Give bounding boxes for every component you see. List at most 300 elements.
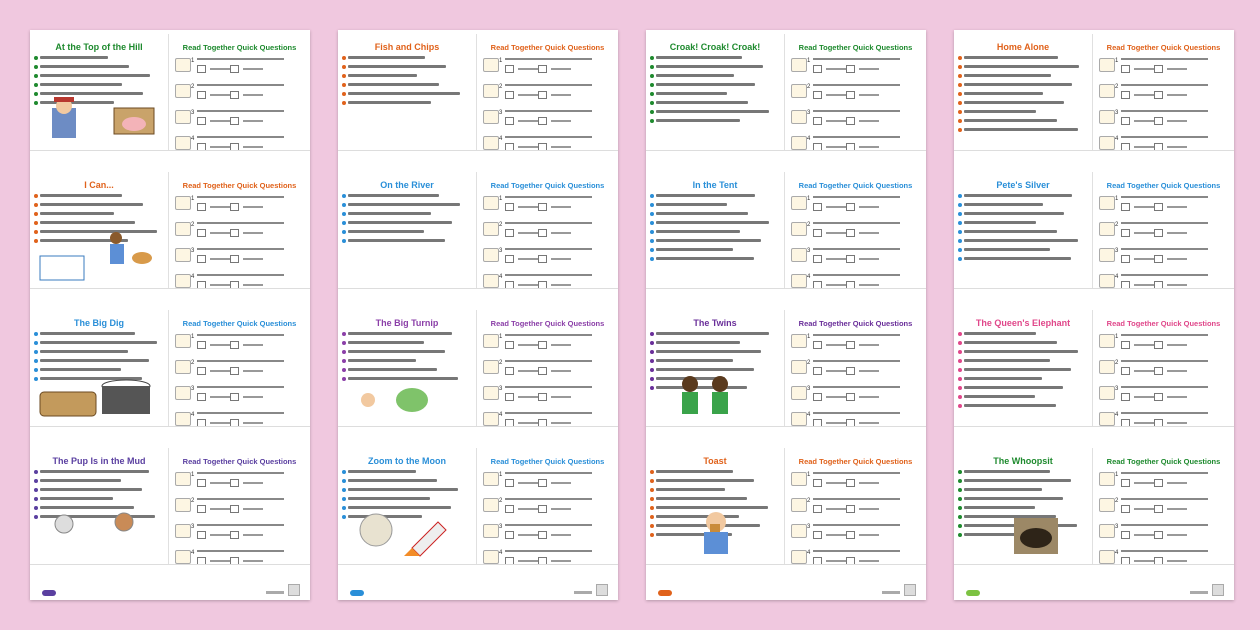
- bullet-icon: [958, 395, 962, 399]
- answer-checkbox[interactable]: [846, 255, 855, 263]
- question-number: 4: [499, 412, 503, 418]
- text-bar: [40, 359, 149, 362]
- bullet-icon: [342, 83, 346, 87]
- answer-line: [826, 284, 846, 286]
- text-bar: [656, 257, 754, 260]
- answer-line: [518, 534, 538, 536]
- answer-line: [551, 68, 571, 70]
- question-row: [499, 334, 614, 354]
- text-line: [40, 56, 164, 61]
- question-row: [807, 360, 922, 380]
- question-icon: [483, 386, 499, 400]
- answer-checkbox[interactable]: [1121, 281, 1130, 288]
- answer-checkbox[interactable]: [1154, 505, 1163, 513]
- answer-checkbox[interactable]: [505, 91, 514, 99]
- answer-checkbox[interactable]: [197, 557, 206, 564]
- text-bar: [964, 83, 1072, 86]
- text-bar: [964, 230, 1057, 233]
- question-row: [499, 498, 614, 518]
- grandpa-and-pig-illustration: [34, 94, 164, 144]
- sheet-4: [30, 448, 310, 565]
- text-bar: [656, 83, 755, 86]
- text-line: [964, 350, 1088, 355]
- answer-checkbox[interactable]: [1154, 117, 1163, 125]
- answer-checkbox[interactable]: [846, 367, 855, 375]
- text-line: [964, 56, 1088, 61]
- answer-checkbox[interactable]: [505, 419, 514, 426]
- answer-checkbox[interactable]: [1121, 419, 1130, 426]
- answer-checkbox[interactable]: [230, 557, 239, 564]
- answer-checkbox[interactable]: [505, 505, 514, 513]
- text-line: [964, 74, 1088, 79]
- answer-checkbox[interactable]: [230, 531, 239, 539]
- answer-checkbox[interactable]: [846, 505, 855, 513]
- answer-checkbox[interactable]: [538, 281, 547, 288]
- question-text-bar: [813, 110, 900, 112]
- answer-checkbox[interactable]: [505, 479, 514, 487]
- question-number: 2: [807, 222, 811, 228]
- story-panel: [954, 172, 1093, 288]
- answer-checkbox[interactable]: [197, 281, 206, 288]
- answer-checkbox[interactable]: [1154, 203, 1163, 211]
- answer-checkbox[interactable]: [538, 65, 547, 73]
- bullet-icon: [958, 359, 962, 363]
- answer-checkbox[interactable]: [230, 505, 239, 513]
- answer-checkbox[interactable]: [846, 531, 855, 539]
- answer-checkbox[interactable]: [505, 281, 514, 288]
- answer-checkbox[interactable]: [813, 203, 822, 211]
- answer-checkbox[interactable]: [1121, 557, 1130, 564]
- answer-checkbox[interactable]: [538, 91, 547, 99]
- answer-checkbox[interactable]: [505, 117, 514, 125]
- question-text-bar: [197, 84, 284, 86]
- answer-checkbox[interactable]: [813, 341, 822, 349]
- answer-line: [859, 560, 879, 562]
- answer-checkbox[interactable]: [230, 341, 239, 349]
- answer-checkbox[interactable]: [1154, 65, 1163, 73]
- question-icon: [175, 524, 191, 538]
- text-bar: [348, 350, 445, 353]
- answer-checkbox[interactable]: [538, 531, 547, 539]
- answer-checkbox[interactable]: [230, 229, 239, 237]
- answer-checkbox[interactable]: [505, 341, 514, 349]
- answer-line: [210, 534, 230, 536]
- sheet-3: [954, 310, 1234, 427]
- answer-checkbox[interactable]: [505, 203, 514, 211]
- text-line: [656, 65, 780, 70]
- answer-checkbox[interactable]: [538, 255, 547, 263]
- bullet-icon: [342, 92, 346, 96]
- answer-checkbox[interactable]: [197, 393, 206, 401]
- question-row: [1115, 248, 1230, 268]
- answer-line: [243, 68, 263, 70]
- answer-checkbox[interactable]: [505, 393, 514, 401]
- answer-checkbox[interactable]: [197, 203, 206, 211]
- answer-checkbox[interactable]: [813, 367, 822, 375]
- question-number: 4: [191, 550, 195, 556]
- question-number: 4: [807, 550, 811, 556]
- question-number: 3: [191, 110, 195, 116]
- question-row: [191, 248, 306, 268]
- answer-checkbox[interactable]: [505, 531, 514, 539]
- answer-checkbox[interactable]: [230, 91, 239, 99]
- sheet-2: [30, 172, 310, 289]
- answer-line: [826, 560, 846, 562]
- answer-checkbox[interactable]: [813, 419, 822, 426]
- answer-checkbox[interactable]: [538, 479, 547, 487]
- answer-checkbox[interactable]: [1154, 531, 1163, 539]
- quality-badge-icon: [904, 584, 916, 596]
- bullet-icon: [958, 74, 962, 78]
- question-row: [499, 136, 614, 150]
- text-bar: [40, 194, 122, 197]
- text-line: [964, 470, 1088, 475]
- text-bar: [40, 350, 128, 353]
- hole-illustration: [958, 508, 1088, 558]
- question-number: 4: [191, 274, 195, 280]
- answer-checkbox[interactable]: [1121, 65, 1130, 73]
- bullet-icon: [958, 110, 962, 114]
- question-row: [191, 472, 306, 492]
- text-line: [964, 239, 1088, 244]
- question-text-bar: [813, 274, 900, 276]
- answer-checkbox[interactable]: [846, 117, 855, 125]
- website-text-bar: [574, 591, 592, 594]
- answer-checkbox[interactable]: [1154, 393, 1163, 401]
- question-text-bar: [1121, 136, 1208, 138]
- question-text-bar: [813, 360, 900, 362]
- question-icon: [175, 412, 191, 426]
- text-line: [348, 230, 472, 235]
- answer-checkbox[interactable]: [1121, 229, 1130, 237]
- answer-line: [243, 422, 263, 424]
- answer-checkbox[interactable]: [846, 143, 855, 150]
- question-icon: [483, 136, 499, 150]
- question-number: 1: [191, 334, 195, 340]
- answer-line: [210, 146, 230, 148]
- page-footer: [652, 586, 920, 596]
- answer-checkbox[interactable]: [230, 143, 239, 150]
- answer-checkbox[interactable]: [1121, 531, 1130, 539]
- question-row: [807, 524, 922, 544]
- answer-checkbox[interactable]: [197, 91, 206, 99]
- answer-checkbox[interactable]: [1154, 479, 1163, 487]
- answer-checkbox[interactable]: [538, 203, 547, 211]
- answer-checkbox[interactable]: [813, 143, 822, 150]
- question-row: [1115, 412, 1230, 426]
- answer-checkbox[interactable]: [197, 65, 206, 73]
- answer-checkbox[interactable]: [846, 479, 855, 487]
- text-line: [656, 203, 780, 208]
- answer-checkbox[interactable]: [230, 203, 239, 211]
- answer-line: [518, 482, 538, 484]
- answer-checkbox[interactable]: [1154, 91, 1163, 99]
- answer-line: [1134, 232, 1154, 234]
- page-footer: [36, 586, 304, 596]
- answer-checkbox[interactable]: [813, 505, 822, 513]
- answer-checkbox[interactable]: [197, 367, 206, 375]
- answer-line: [1167, 508, 1187, 510]
- quick-questions-panel: [477, 448, 618, 564]
- answer-checkbox[interactable]: [813, 393, 822, 401]
- answer-checkbox[interactable]: [846, 419, 855, 426]
- answer-checkbox[interactable]: [505, 367, 514, 375]
- text-bar: [964, 386, 1063, 389]
- quick-questions-title: Read Together Quick Questions: [798, 181, 913, 190]
- question-icon: [483, 524, 499, 538]
- text-bar: [964, 395, 1035, 398]
- answer-checkbox[interactable]: [813, 117, 822, 125]
- answer-checkbox[interactable]: [197, 419, 206, 426]
- text-line: [656, 341, 780, 346]
- answer-checkbox[interactable]: [1121, 367, 1130, 375]
- quick-questions-title: Read Together Quick Questions: [490, 457, 605, 466]
- answer-checkbox[interactable]: [813, 479, 822, 487]
- text-line: [964, 128, 1088, 133]
- answer-checkbox[interactable]: [538, 229, 547, 237]
- answer-checkbox[interactable]: [1121, 255, 1130, 263]
- answer-checkbox[interactable]: [846, 65, 855, 73]
- answer-checkbox[interactable]: [1154, 367, 1163, 375]
- text-bar: [964, 332, 1036, 335]
- answer-checkbox[interactable]: [1154, 143, 1163, 150]
- answer-line: [826, 508, 846, 510]
- answer-line: [551, 534, 571, 536]
- answer-checkbox[interactable]: [538, 557, 547, 564]
- bullet-icon: [650, 212, 654, 216]
- question-text-bar: [197, 550, 284, 552]
- answer-checkbox[interactable]: [1121, 117, 1130, 125]
- text-bar: [964, 341, 1057, 344]
- answer-checkbox[interactable]: [1121, 505, 1130, 513]
- bullet-icon: [650, 332, 654, 336]
- answer-checkbox[interactable]: [1154, 557, 1163, 564]
- answer-checkbox[interactable]: [197, 531, 206, 539]
- answer-checkbox[interactable]: [846, 341, 855, 349]
- text-bar: [964, 248, 1050, 251]
- answer-checkbox[interactable]: [538, 505, 547, 513]
- answer-checkbox[interactable]: [813, 557, 822, 564]
- answer-checkbox[interactable]: [197, 255, 206, 263]
- question-text-bar: [197, 334, 284, 336]
- story-title: Fish and Chips: [374, 42, 440, 52]
- answer-line: [1167, 94, 1187, 96]
- question-text-bar: [505, 412, 592, 414]
- answer-checkbox[interactable]: [230, 281, 239, 288]
- answer-checkbox[interactable]: [813, 65, 822, 73]
- answer-checkbox[interactable]: [846, 229, 855, 237]
- answer-checkbox[interactable]: [846, 281, 855, 288]
- text-line: [656, 194, 780, 199]
- bullet-icon: [958, 368, 962, 372]
- answer-line: [859, 284, 879, 286]
- answer-checkbox[interactable]: [846, 557, 855, 564]
- text-bar: [964, 239, 1078, 242]
- question-icon: [1099, 524, 1115, 538]
- answer-checkbox[interactable]: [538, 341, 547, 349]
- answer-checkbox[interactable]: [505, 255, 514, 263]
- question-number: 4: [1115, 274, 1119, 280]
- question-number: 2: [1115, 222, 1119, 228]
- text-line: [348, 470, 472, 475]
- answer-checkbox[interactable]: [538, 117, 547, 125]
- answer-checkbox[interactable]: [813, 531, 822, 539]
- text-line: [964, 257, 1088, 262]
- answer-checkbox[interactable]: [538, 143, 547, 150]
- answer-line: [826, 146, 846, 148]
- answer-checkbox[interactable]: [1121, 91, 1130, 99]
- answer-checkbox[interactable]: [846, 91, 855, 99]
- answer-checkbox[interactable]: [505, 65, 514, 73]
- bullet-icon: [650, 110, 654, 114]
- answer-line: [551, 206, 571, 208]
- answer-checkbox[interactable]: [197, 229, 206, 237]
- text-line: [656, 257, 780, 262]
- answer-line: [1167, 344, 1187, 346]
- question-row: [807, 472, 922, 492]
- text-line: [40, 221, 164, 226]
- answer-checkbox[interactable]: [505, 229, 514, 237]
- answer-line: [243, 560, 263, 562]
- text-bar: [348, 479, 437, 482]
- question-text-bar: [197, 386, 284, 388]
- answer-line: [243, 94, 263, 96]
- answer-checkbox[interactable]: [1154, 419, 1163, 426]
- answer-checkbox[interactable]: [538, 419, 547, 426]
- answer-checkbox[interactable]: [813, 229, 822, 237]
- answer-checkbox[interactable]: [505, 143, 514, 150]
- bullet-icon: [958, 92, 962, 96]
- bullet-icon: [34, 332, 38, 336]
- question-number: 2: [499, 498, 503, 504]
- answer-line: [1134, 284, 1154, 286]
- question-icon: [175, 498, 191, 512]
- answer-checkbox[interactable]: [230, 419, 239, 426]
- answer-line: [859, 344, 879, 346]
- bullet-icon: [650, 350, 654, 354]
- question-icon: [483, 110, 499, 124]
- text-bar: [964, 110, 1036, 113]
- text-line: [656, 119, 780, 124]
- answer-checkbox[interactable]: [1121, 203, 1130, 211]
- sheet-2: [338, 172, 618, 289]
- answer-line: [210, 344, 230, 346]
- bullet-icon: [650, 230, 654, 234]
- answer-checkbox[interactable]: [846, 203, 855, 211]
- answer-checkbox[interactable]: [1154, 229, 1163, 237]
- bullet-icon: [650, 470, 654, 474]
- answer-checkbox[interactable]: [230, 367, 239, 375]
- question-icon: [791, 58, 807, 72]
- story-title: The Twins: [693, 318, 737, 328]
- question-row: [807, 110, 922, 130]
- answer-line: [859, 396, 879, 398]
- text-bar: [656, 65, 763, 68]
- question-text-bar: [197, 360, 284, 362]
- question-row: [807, 196, 922, 216]
- question-row: [499, 386, 614, 406]
- answer-line: [551, 94, 571, 96]
- question-number: 2: [1115, 498, 1119, 504]
- answer-line: [518, 344, 538, 346]
- text-bar: [964, 56, 1058, 59]
- answer-checkbox[interactable]: [230, 393, 239, 401]
- question-text-bar: [1121, 334, 1208, 336]
- question-icon: [483, 274, 499, 288]
- question-text-bar: [505, 248, 592, 250]
- answer-checkbox[interactable]: [230, 65, 239, 73]
- question-row: [191, 386, 306, 406]
- answer-checkbox[interactable]: [197, 479, 206, 487]
- question-icon: [791, 334, 807, 348]
- question-text-bar: [813, 334, 900, 336]
- answer-checkbox[interactable]: [505, 557, 514, 564]
- answer-line: [1134, 120, 1154, 122]
- answer-checkbox[interactable]: [230, 479, 239, 487]
- text-bar: [40, 479, 121, 482]
- answer-checkbox[interactable]: [1154, 255, 1163, 263]
- answer-checkbox[interactable]: [1121, 143, 1130, 150]
- answer-checkbox[interactable]: [538, 393, 547, 401]
- answer-checkbox[interactable]: [197, 341, 206, 349]
- answer-checkbox[interactable]: [197, 505, 206, 513]
- answer-line: [859, 534, 879, 536]
- quick-questions-panel: [1093, 34, 1234, 150]
- answer-checkbox[interactable]: [197, 143, 206, 150]
- text-bar: [348, 65, 446, 68]
- answer-checkbox[interactable]: [230, 255, 239, 263]
- answer-checkbox[interactable]: [197, 117, 206, 125]
- answer-checkbox[interactable]: [1121, 479, 1130, 487]
- question-number: 3: [807, 524, 811, 530]
- question-text-bar: [197, 58, 284, 60]
- story-panel: [30, 448, 169, 564]
- question-text-bar: [813, 222, 900, 224]
- question-text-bar: [813, 412, 900, 414]
- bullet-icon: [958, 479, 962, 483]
- answer-checkbox[interactable]: [813, 281, 822, 288]
- text-line: [40, 194, 164, 199]
- question-text-bar: [505, 386, 592, 388]
- text-line: [40, 479, 164, 484]
- answer-checkbox[interactable]: [1121, 341, 1130, 349]
- answer-checkbox[interactable]: [1121, 393, 1130, 401]
- answer-checkbox[interactable]: [538, 367, 547, 375]
- question-icon: [1099, 196, 1115, 210]
- answer-checkbox[interactable]: [230, 117, 239, 125]
- logs-and-pot-illustration: [34, 370, 164, 420]
- question-row: [1115, 498, 1230, 518]
- answer-checkbox[interactable]: [846, 393, 855, 401]
- text-bar: [40, 83, 122, 86]
- question-row: [807, 222, 922, 242]
- answer-checkbox[interactable]: [813, 255, 822, 263]
- question-icon: [483, 498, 499, 512]
- question-icon: [791, 196, 807, 210]
- answer-checkbox[interactable]: [1154, 281, 1163, 288]
- question-number: 4: [807, 274, 811, 280]
- question-text-bar: [505, 222, 592, 224]
- answer-line: [826, 258, 846, 260]
- answer-checkbox[interactable]: [1154, 341, 1163, 349]
- bullet-icon: [958, 377, 962, 381]
- bullet-icon: [958, 203, 962, 207]
- answer-checkbox[interactable]: [813, 91, 822, 99]
- bullet-icon: [34, 359, 38, 363]
- answer-line: [859, 68, 879, 70]
- story-panel: [30, 310, 169, 426]
- text-bar: [656, 359, 733, 362]
